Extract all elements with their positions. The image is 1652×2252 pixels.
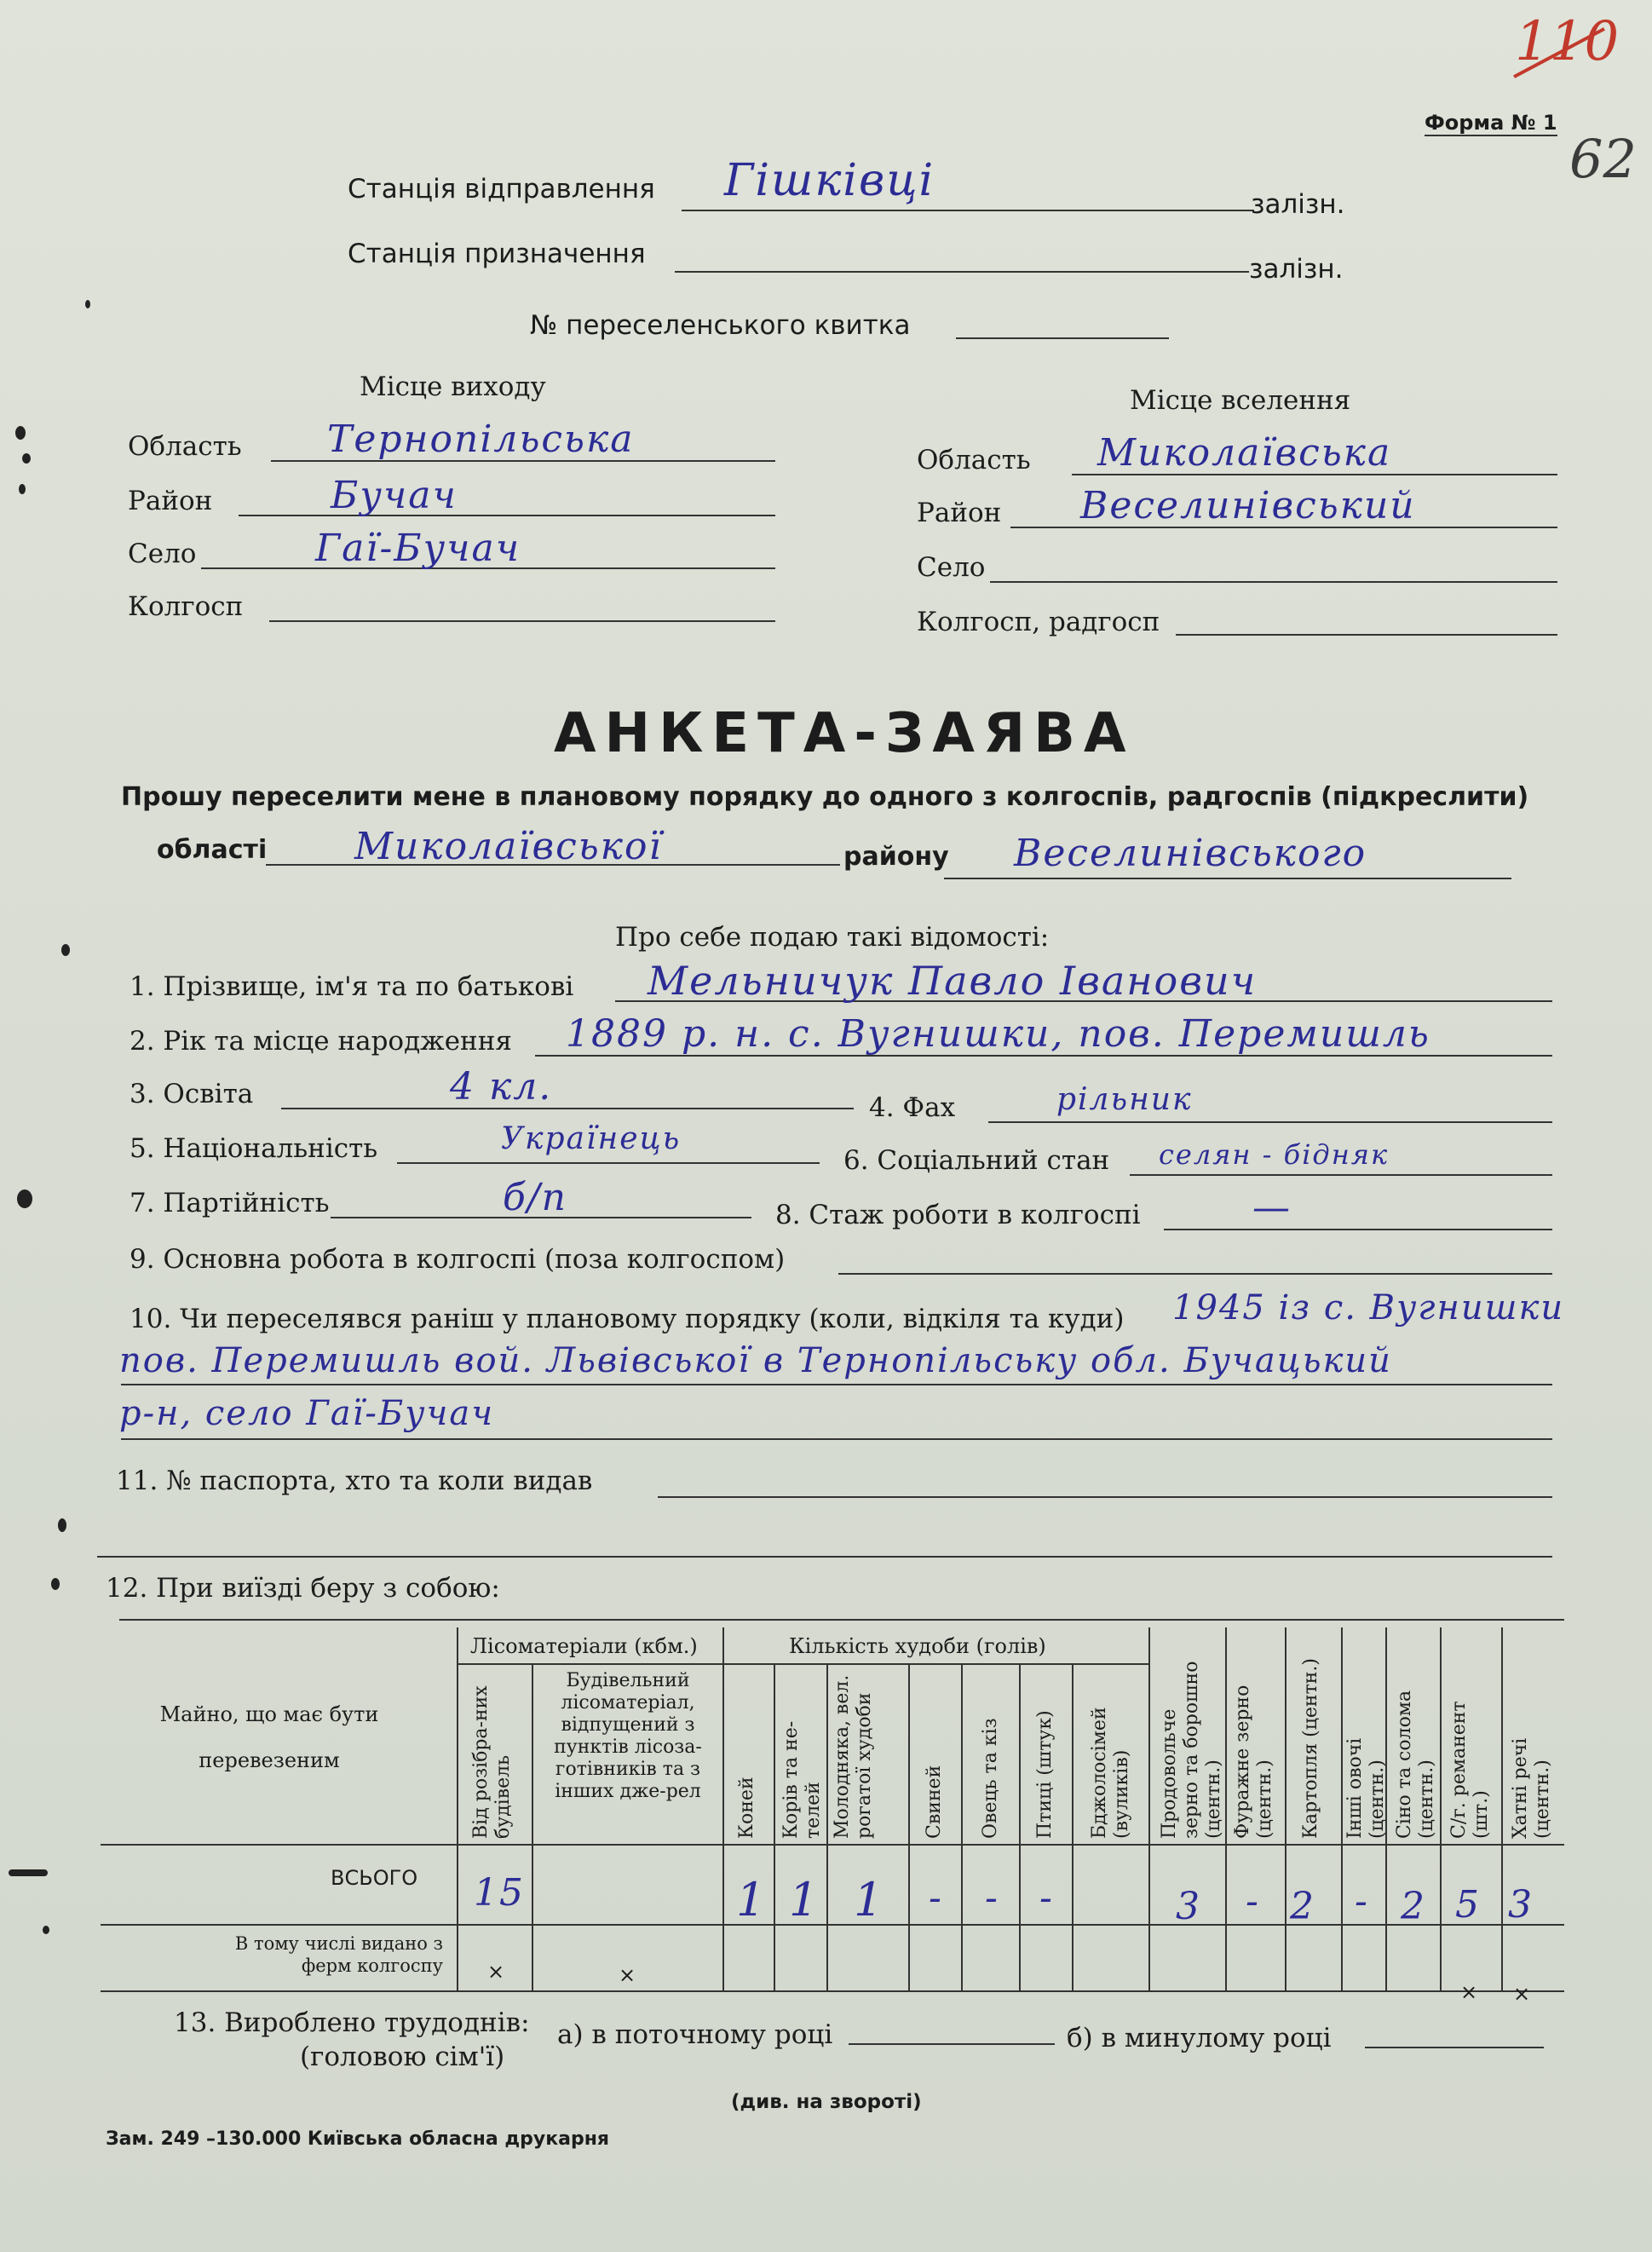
about-heading: Про себе подаю такі відомості: bbox=[615, 922, 1050, 953]
printer-note: Зам. 249 –130.000 Київська обласна друкарня bbox=[106, 2128, 610, 2150]
table-col-line bbox=[532, 1663, 533, 1990]
origin-kolhosp-label: Колгосп bbox=[128, 591, 244, 622]
table-subgroup-line bbox=[457, 1663, 1148, 1665]
f8-value: — bbox=[1252, 1186, 1292, 1230]
group-livestock-header: Кількість худоби (голів) bbox=[789, 1634, 1046, 1658]
table-col-line bbox=[826, 1663, 828, 1990]
punch-hole bbox=[51, 1578, 60, 1590]
f3-line bbox=[281, 1108, 854, 1109]
total-young: 1 bbox=[854, 1873, 885, 1927]
table-header-bottom bbox=[101, 1844, 1564, 1846]
origin-kolhosp-line bbox=[269, 620, 775, 622]
col-potatoes-header: Картопля (центн.) bbox=[1300, 1658, 1321, 1839]
request-oblasti-label: області bbox=[157, 835, 268, 865]
total-birds: - bbox=[1039, 1876, 1054, 1920]
departure-line bbox=[682, 210, 1254, 211]
workdays-b-line bbox=[1365, 2047, 1544, 2048]
issued-tools-mark: × bbox=[1460, 1980, 1478, 2004]
f6-value: селян - бідняк bbox=[1159, 1138, 1390, 1171]
col-household-header: Хатні речі (центн.) bbox=[1510, 1737, 1553, 1839]
punch-hole bbox=[43, 1926, 49, 1934]
table-col-line bbox=[908, 1663, 910, 1990]
f10-value-2: пов. Перемишль вой. Львівської в Тернопільську обл. Бучацький bbox=[119, 1341, 1392, 1380]
punch-hole bbox=[22, 453, 31, 464]
total-food-grain: 3 bbox=[1176, 1885, 1201, 1928]
f2-value: 1889 р. н. с. Вугнишки, пов. Перемишль bbox=[566, 1012, 1430, 1056]
issued-household-mark: × bbox=[1513, 1982, 1531, 2006]
table-col-line bbox=[1341, 1627, 1343, 1990]
f10-label: 10. Чи переселявся раніш у плановому порядку (коли, відкіля та куди) bbox=[130, 1304, 1125, 1334]
f9-line bbox=[838, 1273, 1552, 1275]
departure-value: Гішківці bbox=[724, 155, 935, 206]
col-young-header: Молодняка, вел. рогатої худоби bbox=[832, 1674, 875, 1839]
col-vegetables-header: Інші овочі (центн.) bbox=[1344, 1737, 1388, 1839]
ticket-line bbox=[956, 337, 1169, 339]
col-pigs-header: Свиней bbox=[924, 1765, 945, 1839]
total-feed-grain: - bbox=[1246, 1880, 1260, 1923]
total-cows: 1 bbox=[789, 1873, 820, 1927]
f6-label: 6. Соціальний стан bbox=[843, 1145, 1110, 1176]
f7-label: 7. Партійність bbox=[130, 1188, 330, 1218]
workdays-a-label: а) в поточному році bbox=[557, 2019, 833, 2050]
workdays-sub: (головою сім'ї) bbox=[300, 2042, 505, 2072]
request-raionu-line bbox=[944, 878, 1511, 879]
f2-label: 2. Рік та місце народження bbox=[130, 1026, 512, 1057]
origin-oblast-value: Тернопільська bbox=[327, 418, 635, 461]
punch-hole bbox=[17, 1189, 32, 1208]
form-title: АНКЕТА-ЗАЯВА bbox=[554, 702, 1135, 765]
request-raionu-value: Веселинівського bbox=[1014, 832, 1367, 875]
request-text: Прошу переселити мене в плановому порядку до одного з колгоспів, радгоспів (підкреслити) bbox=[121, 782, 1529, 812]
origin-oblast-label: Область bbox=[128, 431, 242, 462]
punch-hole bbox=[19, 484, 26, 494]
issued-building-timber-mark: × bbox=[619, 1963, 636, 1987]
origin-raion-label: Район bbox=[128, 486, 213, 516]
f3-value: 4 кл. bbox=[450, 1065, 553, 1109]
f10-line-2 bbox=[121, 1438, 1552, 1440]
origin-raion-line bbox=[239, 515, 775, 516]
f11-label: 11. № паспорта, хто та коли видав bbox=[116, 1466, 593, 1496]
workdays-label: 13. Вироблено трудоднів: bbox=[174, 2007, 530, 2038]
punch-hole bbox=[15, 426, 26, 440]
workdays-b-label: б) в минулому році bbox=[1067, 2023, 1332, 2053]
f12-label: 12. При виїзді беру з собою: bbox=[106, 1573, 500, 1604]
f4-line bbox=[988, 1121, 1552, 1123]
dest-raion-value: Веселинівський bbox=[1080, 484, 1416, 527]
total-hay: 2 bbox=[1401, 1885, 1426, 1928]
f1-value: Мельничук Павло Іванович bbox=[648, 958, 1258, 1004]
table-col-line bbox=[1440, 1627, 1442, 1990]
col-property-header: Майно, що має бути перевезеним bbox=[159, 1702, 379, 1772]
request-oblasti-value: Миколаївської bbox=[354, 825, 663, 868]
punch-hole bbox=[61, 944, 70, 956]
table-col-line bbox=[1501, 1627, 1503, 1990]
total-horses: 1 bbox=[736, 1873, 768, 1927]
dest-kolhosp-label: Колгосп, радгосп bbox=[917, 607, 1160, 637]
dest-oblast-value: Миколаївська bbox=[1097, 431, 1392, 475]
f5-line bbox=[397, 1162, 820, 1164]
origin-raion-value: Бучач bbox=[331, 474, 458, 517]
punch-hole bbox=[85, 300, 90, 308]
total-potatoes: 2 bbox=[1290, 1885, 1315, 1928]
col-sheep-header: Овець та кіз bbox=[980, 1718, 1001, 1839]
f5-label: 5. Національність bbox=[130, 1133, 378, 1164]
departure-label: Станція відправлення bbox=[348, 174, 655, 204]
table-col-line bbox=[1072, 1663, 1074, 1990]
origin-selo-label: Село bbox=[128, 539, 197, 569]
f1-label: 1. Прізвище, ім'я та по батькові bbox=[130, 971, 574, 1002]
row-issued-label: В тому числі видано з ферм колгоспу bbox=[234, 1933, 443, 1976]
f8-line bbox=[1164, 1229, 1552, 1230]
table-col-line bbox=[1225, 1627, 1227, 1990]
red-archive-number: 110 bbox=[1515, 10, 1620, 73]
table-col-line bbox=[961, 1663, 963, 1990]
col-hay-header: Сіно та солома (центн.) bbox=[1394, 1690, 1437, 1839]
punch-hole bbox=[58, 1518, 66, 1532]
table-col-line bbox=[722, 1627, 724, 1990]
f11-line-1 bbox=[658, 1496, 1552, 1498]
punch-hole bbox=[9, 1869, 48, 1876]
issued-dismantled-mark: × bbox=[487, 1960, 505, 1984]
col-feed-grain-header: Фуражне зерно (центн.) bbox=[1232, 1685, 1275, 1839]
col-bees-header: Бджолосімей (вуликів) bbox=[1089, 1707, 1132, 1839]
workdays-a-line bbox=[849, 2043, 1055, 2045]
table-top-border bbox=[119, 1619, 1564, 1621]
form-number-label: Форма № 1 bbox=[1425, 111, 1557, 135]
f10-value-1: 1945 із с. Вугнишки bbox=[1172, 1288, 1565, 1328]
destination-label: Станція призначення bbox=[348, 239, 646, 269]
f11-line-2 bbox=[97, 1556, 1552, 1558]
dest-selo-label: Село bbox=[917, 552, 986, 583]
destination-suffix: залізн. bbox=[1249, 254, 1344, 285]
col-horses-header: Коней bbox=[736, 1777, 757, 1839]
pencil-sheet-number: 62 bbox=[1569, 128, 1637, 190]
f10-value-3: р-н, село Гаї-Бучач bbox=[119, 1394, 495, 1433]
origin-heading: Місце виходу bbox=[360, 371, 546, 402]
total-tools: 5 bbox=[1455, 1883, 1481, 1927]
dest-kolhosp-line bbox=[1176, 634, 1557, 636]
table-bottom-border bbox=[101, 1990, 1564, 1992]
f3-label: 3. Освіта bbox=[130, 1079, 254, 1109]
table-row-divider bbox=[101, 1924, 1564, 1926]
col-building-timber-header: Будівельний лісоматеріал, відпущений з пунктів лісоза-готівників та з інших дже-рел bbox=[554, 1670, 702, 1802]
ticket-label: № переселенського квитка bbox=[530, 310, 911, 341]
request-raionu-label: району bbox=[843, 842, 949, 872]
f7-value: б/п bbox=[503, 1176, 568, 1219]
group-timber-header: Лісоматеріали (кбм.) bbox=[470, 1634, 698, 1658]
total-vegetables: - bbox=[1355, 1880, 1369, 1923]
col-food-grain-header: Продовольче зерно та борошно (центн.) bbox=[1159, 1661, 1224, 1839]
total-household: 3 bbox=[1508, 1883, 1534, 1927]
f4-label: 4. Фах bbox=[869, 1092, 956, 1123]
table-col-line bbox=[774, 1663, 775, 1990]
f8-label: 8. Стаж роботи в колгоспі bbox=[775, 1200, 1141, 1230]
table-col-line bbox=[457, 1627, 458, 1990]
destination-line bbox=[675, 271, 1249, 273]
table-col-line bbox=[1285, 1627, 1286, 1990]
departure-suffix: залізн. bbox=[1251, 189, 1345, 220]
col-cows-header: Корів та не-телей bbox=[780, 1720, 824, 1839]
f4-value: рільник bbox=[1056, 1082, 1193, 1117]
table-col-line bbox=[1148, 1627, 1150, 1990]
dest-raion-label: Район bbox=[917, 498, 1002, 528]
origin-selo-value: Гаї-Бучач bbox=[315, 527, 521, 570]
dest-oblast-label: Область bbox=[917, 445, 1031, 475]
f9-label: 9. Основна робота в колгоспі (поза колгоспом) bbox=[130, 1244, 786, 1275]
see-back-note: (див. на звороті) bbox=[731, 2091, 922, 2113]
row-total-label: ВСЬОГО bbox=[331, 1866, 418, 1890]
total-pigs: - bbox=[929, 1876, 943, 1920]
dest-heading: Місце вселення bbox=[1130, 385, 1351, 416]
total-sheep: - bbox=[985, 1876, 999, 1920]
f6-line bbox=[1130, 1174, 1552, 1176]
col-birds-header: Птиці (штук) bbox=[1034, 1710, 1056, 1839]
dest-selo-line bbox=[990, 581, 1557, 583]
col-dismantled-header: Від розібра-них будівель bbox=[470, 1685, 514, 1839]
f10-line-1 bbox=[121, 1384, 1552, 1385]
col-tools-header: С/г. реманент (шт.) bbox=[1448, 1701, 1492, 1839]
total-dismantled: 15 bbox=[474, 1871, 525, 1915]
table-col-line bbox=[1019, 1663, 1021, 1990]
f5-value: Українець bbox=[501, 1121, 682, 1156]
